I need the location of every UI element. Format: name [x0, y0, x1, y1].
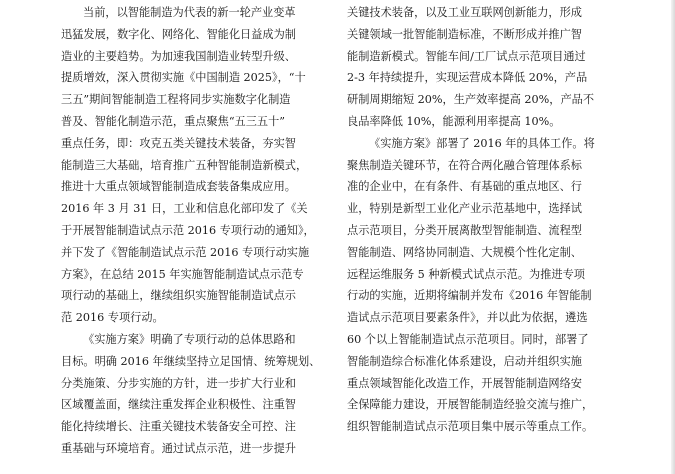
- text-line: 造业的主要趋势。为加速我国制造业转型升级、: [61, 49, 296, 63]
- text-line: 良品率降低 10%，能源利用率提高 10%。: [347, 114, 561, 128]
- text-line: 关键技术装备，以及工业互联网创新能力，形成: [347, 6, 582, 19]
- text-line: 准的企业中，在有条件、有基础的重点地区、行: [347, 180, 582, 194]
- text-line: 能化持续增长、注重关键技术装备安全可控、注: [61, 420, 296, 434]
- text-line: 智能制造、网络协同制造、大规模个性化定制、: [347, 245, 582, 259]
- text-line: 当前，以智能制造为代表的新一轮产业变革: [83, 6, 296, 19]
- text-line: 能制造新模式。智能车间/工厂试点示范项目通过: [347, 49, 586, 63]
- text-line: 并下发了《智能制造试点示范 2016 专项行动实施: [61, 245, 310, 259]
- text-line: 项行动的基础上，继续组织实施智能制造试点示: [61, 289, 296, 303]
- text-line: 智能制造综合标准化体系建设，启动并组织实施: [347, 354, 582, 368]
- text-line: 方案》，在总结 2015 年实施智能制造试点示范专: [61, 267, 304, 281]
- text-line: 2016 年 3 月 31 日，工业和信息化部印发了《关: [61, 202, 308, 216]
- text-line: 能制造三大基础，培育推广五种智能制造新模式，: [61, 158, 308, 172]
- text-line: 远程运维服务 5 种新模式试点示范。为推进专项: [347, 267, 585, 281]
- right-text-column: [347, 0, 619, 438]
- text-line: 全保障能力建设，开展智能制造经验交流与推广，: [347, 398, 594, 412]
- text-line: 60 个以上智能制造试点示范项目。同时，部署了: [347, 332, 589, 346]
- text-line: 行动的实施，近期将编制并发布《2016 年智能制: [347, 289, 592, 303]
- text-line: 区域覆盖面，继续注重发挥企业积极性、注重智: [61, 398, 296, 412]
- text-line: 业，特别是新型工业化产业示范基地中，选择试: [347, 202, 582, 216]
- text-line: 造试点示范项目要素条件》，并以此为依据，遴选: [347, 311, 588, 325]
- text-line: 推进十大重点领域智能制造成套装备集成应用。: [61, 180, 296, 194]
- text-line: 迅猛发展，数字化、网络化、智能化日益成为制: [61, 27, 296, 41]
- text-line: 分类施策、分步实施的方针，进一步扩大行业和: [61, 376, 296, 390]
- text-line: 提质增效，深入贯彻实施《中国制造 2025》，“十: [61, 71, 306, 85]
- text-line: 重点领域智能化改造工作，开展智能制造网络安: [347, 376, 582, 390]
- text-line: 点示范项目，分类开展离散型智能制造、流程型: [347, 223, 582, 237]
- text-line: 2-3 年持续提升，实现运营成本降低 20%，产品: [347, 71, 588, 85]
- text-line: 于开展智能制造试点示范 2016 专项行动的通知》，: [61, 223, 315, 237]
- text-line: 目标。明确 2016 年继续坚持立足国情、统筹规划、: [61, 354, 321, 368]
- text-line: 《实施方案》明确了专项行动的总体思路和: [83, 332, 296, 346]
- text-line: 范 2016 专项行动。: [61, 311, 164, 325]
- left-text-column: [61, 0, 333, 460]
- text-line: 三五”期间智能制造工程将同步实施数字化制造: [61, 93, 291, 107]
- page-edge-shadow: [671, 0, 675, 474]
- text-line: 重点任务，即：攻克五类关键技术装备，夯实智: [61, 136, 296, 150]
- text-line: 《实施方案》部署了 2016 年的具体工作。将: [369, 136, 595, 150]
- text-line: 组织智能制造试点示范项目集中展示等重点工作。: [347, 420, 594, 434]
- text-line: 聚焦制造关键环节，在符合两化融合管理体系标: [347, 158, 582, 172]
- text-line: 关键领域一批智能制造标准，不断形成并推广智: [347, 27, 582, 41]
- text-line: 研制周期缩短 20%，生产效率提高 20%，产品不: [347, 93, 595, 107]
- text-line: 重基础与环境培育。通过试点示范，进一步提升: [61, 441, 296, 455]
- text-line: 普及、智能化制造示范，重点聚焦“五三五十”: [61, 114, 286, 128]
